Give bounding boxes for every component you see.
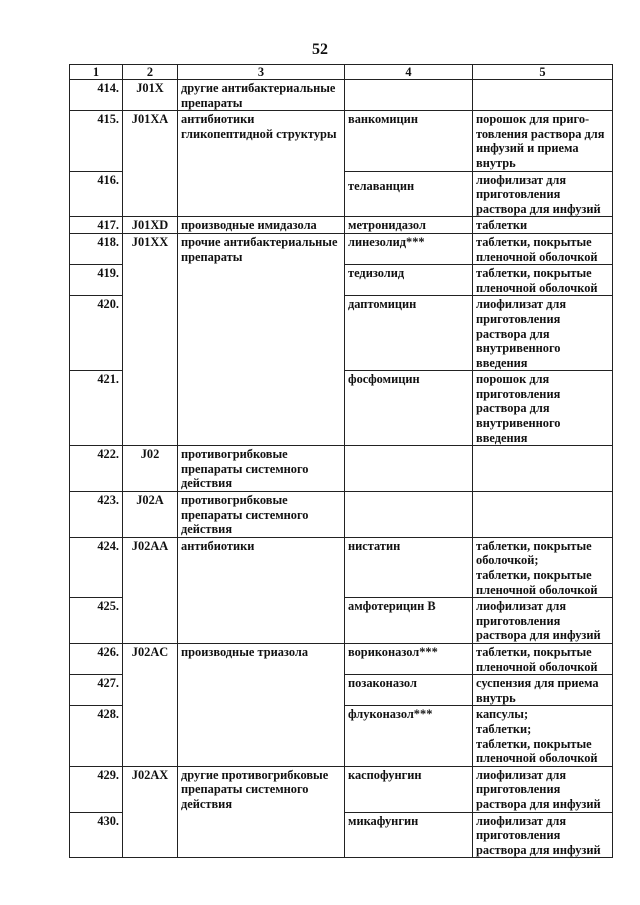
table-row <box>70 233 613 264</box>
group-name: антибиотики <box>178 537 345 597</box>
group-name <box>178 171 345 217</box>
header-col-2: 2 <box>123 65 178 80</box>
group-name: противогрибковые препараты системного действия <box>178 446 345 492</box>
row-number: 425. <box>70 598 123 644</box>
atc-code <box>123 675 178 706</box>
drug-name: вориконазол*** <box>345 643 473 674</box>
drug-name: позаконазол <box>345 675 473 706</box>
table-header-row <box>70 65 613 80</box>
atc-code: J01X <box>123 80 178 111</box>
dosage-form <box>473 446 613 492</box>
row-number: 424. <box>70 537 123 597</box>
page-number: 52 <box>312 41 328 58</box>
table-row <box>70 296 613 371</box>
atc-code: J02AA <box>123 537 178 597</box>
row-number: 428. <box>70 706 123 766</box>
table-row <box>70 111 613 171</box>
atc-code: J02AC <box>123 643 178 674</box>
row-number: 419. <box>70 265 123 296</box>
table-row <box>70 492 613 538</box>
table-row <box>70 371 613 446</box>
row-number: 429. <box>70 766 123 812</box>
atc-code: J01XD <box>123 217 178 234</box>
group-name: прочие антибактериальные препараты <box>178 233 345 264</box>
row-number: 420. <box>70 296 123 371</box>
group-name <box>178 675 345 706</box>
row-number: 423. <box>70 492 123 538</box>
drug-name: тедизолид <box>345 265 473 296</box>
table-row <box>70 766 613 812</box>
table-row <box>70 643 613 674</box>
dosage-form: таблетки, покрытые пленочной оболочкой <box>473 265 613 296</box>
row-number: 418. <box>70 233 123 264</box>
drug-name: флуконазол*** <box>345 706 473 766</box>
group-name <box>178 371 345 446</box>
table-row <box>70 706 613 766</box>
dosage-form: капсулы; таблетки; таблетки, покрытые пленочной оболочкой <box>473 706 613 766</box>
dosage-form: лиофилизат для приготовления раствора для внутривенного введения <box>473 296 613 371</box>
atc-code <box>123 706 178 766</box>
row-number: 416. <box>70 171 123 217</box>
group-name <box>178 265 345 296</box>
atc-code: J01XA <box>123 111 178 171</box>
row-number: 415. <box>70 111 123 171</box>
drug-name: ванкомицин <box>345 111 473 171</box>
header-col-3: 3 <box>178 65 345 80</box>
table-row <box>70 446 613 492</box>
atc-code <box>123 371 178 446</box>
group-name <box>178 706 345 766</box>
table-row <box>70 80 613 111</box>
dosage-form: таблетки <box>473 217 613 234</box>
dosage-form <box>473 80 613 111</box>
table-row <box>70 675 613 706</box>
dosage-form: лиофилизат для приготовления раствора для инфузий <box>473 812 613 858</box>
dosage-form <box>473 492 613 538</box>
dosage-form: порошок для приготовления раствора для внутривенного введения <box>473 371 613 446</box>
group-name <box>178 296 345 371</box>
drug-name: каспофунгин <box>345 766 473 812</box>
table-row <box>70 598 613 644</box>
dosage-form: таблетки, покрытые оболочкой; таблетки, покрытые пленочной оболочкой <box>473 537 613 597</box>
atc-code: J01XX <box>123 233 178 264</box>
drug-name <box>345 492 473 538</box>
drug-name: линезолид*** <box>345 233 473 264</box>
drug-name: микафунгин <box>345 812 473 858</box>
group-name: антибиотики гликопептидной структуры <box>178 111 345 171</box>
dosage-form: порошок для приго-товления раствора для инфузий и приема внутрь <box>473 111 613 171</box>
atc-code <box>123 171 178 217</box>
row-number: 426. <box>70 643 123 674</box>
table-row <box>70 171 613 217</box>
drug-name: амфотерицин В <box>345 598 473 644</box>
drug-name: телаванцин <box>345 171 473 217</box>
table-row <box>70 265 613 296</box>
table-row <box>70 217 613 234</box>
row-number: 430. <box>70 812 123 858</box>
atc-code: J02 <box>123 446 178 492</box>
drug-name: фосфомицин <box>345 371 473 446</box>
atc-code <box>123 598 178 644</box>
dosage-form: суспензия для приема внутрь <box>473 675 613 706</box>
row-number: 417. <box>70 217 123 234</box>
atc-code <box>123 812 178 858</box>
row-number: 427. <box>70 675 123 706</box>
group-name: другие антибактериальные препараты <box>178 80 345 111</box>
drug-name: даптомицин <box>345 296 473 371</box>
row-number: 421. <box>70 371 123 446</box>
group-name: производные триазола <box>178 643 345 674</box>
dosage-form: таблетки, покрытые пленочной оболочкой <box>473 233 613 264</box>
group-name <box>178 598 345 644</box>
drug-name <box>345 80 473 111</box>
group-name: производные имидазола <box>178 217 345 234</box>
dosage-form: лиофилизат для приготовления раствора для инфузий <box>473 171 613 217</box>
table-row <box>70 812 613 858</box>
atc-code: J02A <box>123 492 178 538</box>
drug-name: нистатин <box>345 537 473 597</box>
group-name: другие противогрибковые препараты системного действия <box>178 766 345 812</box>
drug-name <box>345 446 473 492</box>
row-number: 422. <box>70 446 123 492</box>
dosage-form: лиофилизат для приготовления раствора для инфузий <box>473 598 613 644</box>
group-name <box>178 812 345 858</box>
dosage-form: лиофилизат для приготовления раствора для инфузий <box>473 766 613 812</box>
drug-table <box>69 64 613 858</box>
header-col-5: 5 <box>473 65 613 80</box>
group-name: противогрибковые препараты системного действия <box>178 492 345 538</box>
atc-code: J02AX <box>123 766 178 812</box>
header-col-1: 1 <box>70 65 123 80</box>
row-number: 414. <box>70 80 123 111</box>
atc-code <box>123 296 178 371</box>
drug-name: метронидазол <box>345 217 473 234</box>
header-col-4: 4 <box>345 65 473 80</box>
atc-code <box>123 265 178 296</box>
dosage-form: таблетки, покрытые пленочной оболочкой <box>473 643 613 674</box>
table-row <box>70 537 613 597</box>
